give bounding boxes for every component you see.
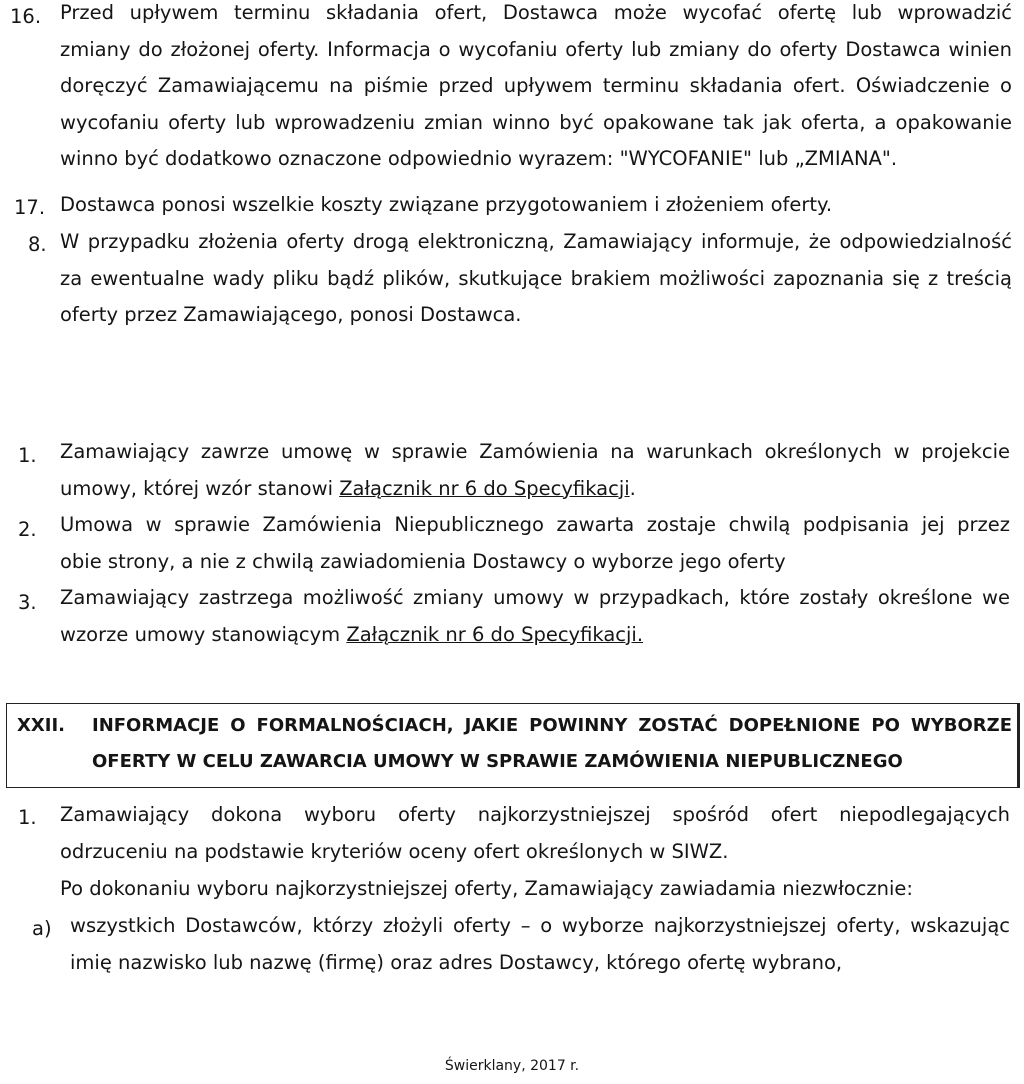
item-number: 17. xyxy=(14,196,46,219)
attachment-link[interactable]: Załącznik nr 6 do Specyfikacji. xyxy=(346,622,644,646)
item-number: 2. xyxy=(18,518,37,541)
page-footer: Świerklany, 2017 r. xyxy=(444,1058,580,1074)
text-line: W przypadku złożenia oferty drogą elektroniczną, Zamawiający informuje, że odpowiedzialność xyxy=(60,230,1012,253)
section-title-line: INFORMACJE O FORMALNOŚCIACH, JAKIE POWINNY ZOSTAĆ DOPEŁNIONE PO WYBORZE xyxy=(92,715,1012,736)
text-line: umowy, której wzór stanowi Załącznik nr 6 do Specyfikacji. xyxy=(60,476,636,500)
attachment-link[interactable]: Załącznik nr 6 do Specyfikacji xyxy=(339,476,630,500)
text-line: odrzuceniu na podstawie kryteriów oceny ofert określonych w SIWZ. xyxy=(60,839,729,863)
item-number: 8. xyxy=(28,233,47,256)
text-line: imię nazwisko lub nazwę (firmę) oraz adres Dostawcy, którego ofertę wybrano, xyxy=(70,950,843,974)
text-line: wzorze umowy stanowiącym Załącznik nr 6 do Specyfikacji. xyxy=(60,622,644,646)
item-text xyxy=(60,797,1010,870)
text-line: doręczyć Zamawiającemu na piśmie przed upływem terminu składania ofert. Oświadczenie o xyxy=(60,74,1012,97)
text-line: zmiany do złożonej oferty. Informacja o wycofaniu oferty lub zmiany do oferty Dostawca winien xyxy=(60,37,1012,61)
paragraph xyxy=(60,871,1010,908)
item-text xyxy=(60,224,1012,334)
item-number: 3. xyxy=(18,591,37,614)
section-header xyxy=(6,703,1020,788)
text-line: Po dokonaniu wyboru najkorzystniejszej oferty, Zamawiający zawiadamia niezwłocznie: xyxy=(60,877,914,900)
text-line: Przed upływem terminu składania ofert, Dostawca może wycofać ofertę lub wprowadzić xyxy=(60,1,1012,24)
text-line: Zamawiający dokona wyboru oferty najkorzystniejszej spośród ofert niepodlegających xyxy=(60,803,1010,826)
item-number: 1. xyxy=(18,444,37,467)
item-text xyxy=(60,580,1010,653)
section-title-line: OFERTY W CELU ZAWARCIA UMOWY W SPRAWIE ZAMÓWIENIA NIEPUBLICZNEGO xyxy=(92,751,903,772)
text-line: wycofaniu oferty lub wprowadzeniu zmian winno być opakowane tak jak oferta, a opakowanie xyxy=(60,110,1012,134)
item-letter: a) xyxy=(32,917,52,940)
text-line: winno być dodatkowo oznaczone odpowiednio wyrazem: "WYCOFANIE" lub „ZMIANA". xyxy=(60,147,898,170)
text-line: wszystkich Dostawców, którzy złożyli oferty – o wyborze najkorzystniejszej oferty, wskazując xyxy=(70,914,1010,937)
item-text xyxy=(60,434,1010,507)
item-number: 16. xyxy=(10,5,42,28)
item-text xyxy=(70,908,1010,981)
text-line: oferty przez Zamawiającego, ponosi Dostawca. xyxy=(60,303,522,326)
section-number: XXII. xyxy=(17,715,65,736)
text-line: Zamawiający zastrzega możliwość zmiany umowy w przypadkach, które zostały określone we xyxy=(60,586,1010,609)
section-title xyxy=(92,708,1012,780)
item-number: 1. xyxy=(18,806,37,829)
item-text xyxy=(60,507,1010,580)
item-text xyxy=(60,187,1012,224)
text-line: Zamawiający zawrze umowę w sprawie Zamówienia na warunkach określonych w projekcie xyxy=(60,440,1010,463)
text-line: Dostawca ponosi wszelkie koszty związane przygotowaniem i złożeniem oferty. xyxy=(60,193,833,216)
item-text xyxy=(60,0,1012,178)
text-line: Umowa w sprawie Zamówienia Niepublicznego zawarta zostaje chwilą podpisania jej przez xyxy=(60,513,1010,536)
text-line: za ewentualne wady pliku bądź plików, skutkujące brakiem możliwości zapoznania się z treścią xyxy=(60,266,1012,290)
text-line: obie strony, a nie z chwilą zawiadomienia Dostawcy o wyborze jego oferty xyxy=(60,549,786,573)
